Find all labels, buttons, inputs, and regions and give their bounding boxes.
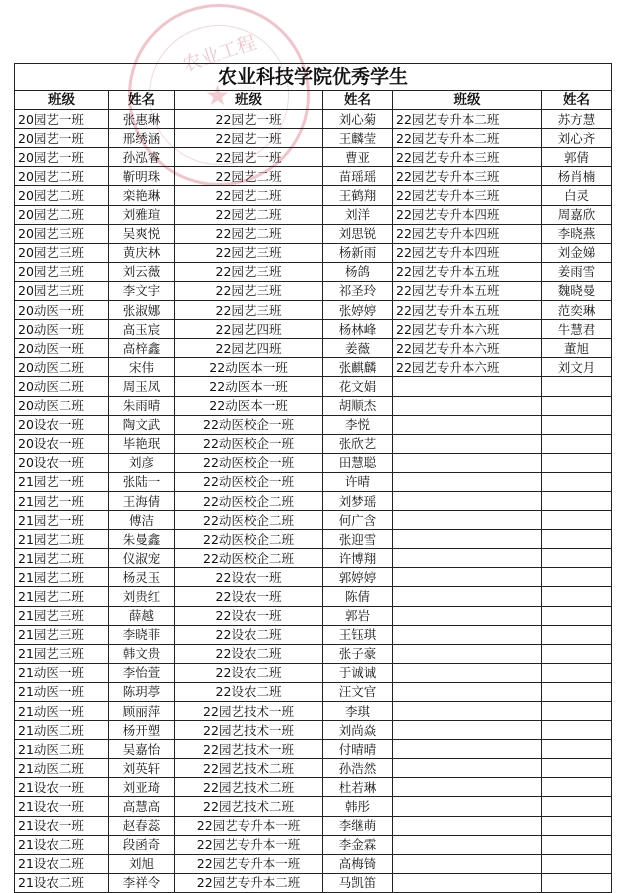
table-row: [15, 491, 612, 510]
name-cell: 范奕琳: [542, 301, 612, 320]
name-cell: 杨林峰: [323, 320, 393, 339]
class-cell: 22园艺技术二班: [175, 759, 323, 778]
name-cell: [542, 606, 612, 625]
name-cell: 苗瑶瑶: [323, 167, 393, 186]
class-cell: 21动医二班: [15, 759, 109, 778]
class-cell: 21园艺三班: [15, 625, 109, 644]
class-cell: 22园艺一班: [175, 110, 323, 129]
class-cell: 21园艺一班: [15, 491, 109, 510]
table-row: [15, 778, 612, 797]
table-row: [15, 816, 612, 835]
name-cell: 杨开塑: [109, 721, 175, 740]
name-cell: 刘亚琦: [109, 778, 175, 797]
student-table: [14, 63, 612, 893]
class-cell: 20设农一班: [15, 453, 109, 472]
name-cell: 刘洋: [323, 205, 393, 224]
table-row: [15, 301, 612, 320]
name-cell: [542, 396, 612, 415]
class-cell: 22园艺专升本五班: [393, 301, 542, 320]
name-cell: 黄庆林: [109, 243, 175, 262]
class-cell: 22设农一班: [175, 606, 323, 625]
name-cell: [542, 511, 612, 530]
table-row: [15, 205, 612, 224]
name-cell: [542, 415, 612, 434]
name-cell: 段函奇: [109, 835, 175, 854]
class-cell: 21园艺二班: [15, 568, 109, 587]
name-cell: [542, 873, 612, 892]
header-name-2: 姓名: [323, 91, 393, 110]
name-cell: 刘梦瑶: [323, 491, 393, 510]
table-row: [15, 835, 612, 854]
name-cell: 张欣艺: [323, 434, 393, 453]
table-row: [15, 434, 612, 453]
class-cell: 22园艺专升本一班: [175, 854, 323, 873]
name-cell: 李晓菲: [109, 625, 175, 644]
seal-text: 农业工程: [179, 31, 260, 77]
name-cell: 吴爽悦: [109, 224, 175, 243]
class-cell: 22园艺专升本六班: [393, 358, 542, 377]
class-cell: 21设农一班: [15, 816, 109, 835]
name-cell: [542, 663, 612, 682]
class-cell: [393, 721, 542, 740]
class-cell: [393, 472, 542, 491]
class-cell: 22园艺专升本五班: [393, 281, 542, 300]
class-cell: 21动医一班: [15, 663, 109, 682]
class-cell: 20设农一班: [15, 415, 109, 434]
class-cell: 22园艺专升本六班: [393, 339, 542, 358]
class-cell: 22园艺专升本二班: [393, 129, 542, 148]
class-cell: 20园艺三班: [15, 224, 109, 243]
class-cell: 20园艺一班: [15, 148, 109, 167]
name-cell: 张陆一: [109, 472, 175, 491]
class-cell: 22园艺二班: [175, 205, 323, 224]
class-cell: 22动医校企二班: [175, 511, 323, 530]
header-class-3: 班级: [393, 91, 542, 110]
class-cell: [393, 377, 542, 396]
name-cell: 张淑娜: [109, 301, 175, 320]
class-cell: [393, 396, 542, 415]
name-cell: 刘心齐: [542, 129, 612, 148]
name-cell: 张迎雪: [323, 530, 393, 549]
class-cell: [393, 702, 542, 721]
class-cell: [393, 415, 542, 434]
table-row: [15, 415, 612, 434]
class-cell: 22园艺二班: [175, 167, 323, 186]
table-row: [15, 759, 612, 778]
class-cell: [393, 568, 542, 587]
table-row: [15, 873, 612, 892]
header-name-1: 姓名: [109, 91, 175, 110]
name-cell: 郭倩: [542, 148, 612, 167]
class-cell: 20动医二班: [15, 358, 109, 377]
table-row: [15, 396, 612, 415]
class-cell: 20动医一班: [15, 320, 109, 339]
name-cell: 陈玥葶: [109, 682, 175, 701]
page-title: 农业科技学院优秀学生: [15, 64, 612, 91]
class-cell: 22园艺三班: [175, 262, 323, 281]
class-cell: 22园艺二班: [175, 186, 323, 205]
table-row: [15, 587, 612, 606]
name-cell: 韩文贵: [109, 644, 175, 663]
class-cell: 22设农一班: [175, 568, 323, 587]
class-cell: 21动医二班: [15, 721, 109, 740]
class-cell: 20设农一班: [15, 434, 109, 453]
table-row: [15, 472, 612, 491]
class-cell: 22园艺专升本一班: [175, 816, 323, 835]
name-cell: 张婷婷: [323, 301, 393, 320]
class-cell: 22设农二班: [175, 625, 323, 644]
name-cell: 马凯笛: [323, 873, 393, 892]
class-cell: 21园艺二班: [15, 530, 109, 549]
name-cell: 高梅锜: [323, 854, 393, 873]
table-row: [15, 129, 612, 148]
name-cell: 郭岩: [323, 606, 393, 625]
table-row: [15, 243, 612, 262]
class-cell: 22动医校企一班: [175, 472, 323, 491]
name-cell: 李祥令: [109, 873, 175, 892]
class-cell: [393, 759, 542, 778]
name-cell: 牛慧君: [542, 320, 612, 339]
name-cell: 刘旭: [109, 854, 175, 873]
name-cell: 邢绣涵: [109, 129, 175, 148]
name-cell: 刘彦: [109, 453, 175, 472]
name-cell: [542, 644, 612, 663]
title-row: [15, 64, 612, 91]
table-row: [15, 148, 612, 167]
class-cell: 22园艺专升本四班: [393, 243, 542, 262]
class-cell: 20园艺三班: [15, 243, 109, 262]
class-cell: 20动医一班: [15, 301, 109, 320]
name-cell: [542, 682, 612, 701]
table-row: [15, 721, 612, 740]
name-cell: 薛越: [109, 606, 175, 625]
class-cell: 20园艺二班: [15, 205, 109, 224]
class-cell: 22动医校企一班: [175, 415, 323, 434]
class-cell: 21设农一班: [15, 778, 109, 797]
name-cell: 李文宇: [109, 281, 175, 300]
name-cell: 于诚诚: [323, 663, 393, 682]
table-row: [15, 511, 612, 530]
name-cell: 刘贵红: [109, 587, 175, 606]
class-cell: 20园艺三班: [15, 281, 109, 300]
name-cell: 靳明珠: [109, 167, 175, 186]
name-cell: [542, 530, 612, 549]
name-cell: 朱雨晴: [109, 396, 175, 415]
name-cell: [542, 702, 612, 721]
name-cell: [542, 625, 612, 644]
name-cell: 杨灵玉: [109, 568, 175, 587]
table-row: [15, 167, 612, 186]
name-cell: 李怡萱: [109, 663, 175, 682]
name-cell: 李晓燕: [542, 224, 612, 243]
name-cell: [542, 740, 612, 759]
name-cell: 栾艳琳: [109, 186, 175, 205]
class-cell: [393, 644, 542, 663]
class-cell: 22设农二班: [175, 682, 323, 701]
class-cell: 21设农二班: [15, 873, 109, 892]
table-row: [15, 549, 612, 568]
name-cell: 刘金娣: [542, 243, 612, 262]
name-cell: 张子豪: [323, 644, 393, 663]
table-row: [15, 854, 612, 873]
table-row: [15, 281, 612, 300]
class-cell: 21设农二班: [15, 854, 109, 873]
class-cell: 22园艺技术一班: [175, 702, 323, 721]
class-cell: 20园艺二班: [15, 167, 109, 186]
name-cell: 李琪: [323, 702, 393, 721]
class-cell: 21园艺一班: [15, 511, 109, 530]
class-cell: 22园艺三班: [175, 281, 323, 300]
header-class-2: 班级: [175, 91, 323, 110]
class-cell: [393, 778, 542, 797]
name-cell: 韩彤: [323, 797, 393, 816]
class-cell: 22园艺三班: [175, 243, 323, 262]
class-cell: [393, 740, 542, 759]
class-cell: 21园艺三班: [15, 606, 109, 625]
name-cell: 陈倩: [323, 587, 393, 606]
class-cell: 21动医二班: [15, 740, 109, 759]
name-cell: 张惠琳: [109, 110, 175, 129]
name-cell: 王鹤翔: [323, 186, 393, 205]
name-cell: 王钰琪: [323, 625, 393, 644]
header-class-1: 班级: [15, 91, 109, 110]
name-cell: 周嘉欣: [542, 205, 612, 224]
table-row: [15, 224, 612, 243]
name-cell: [542, 759, 612, 778]
name-cell: 仪淑宠: [109, 549, 175, 568]
name-cell: 魏晓曼: [542, 281, 612, 300]
name-cell: 李继萌: [323, 816, 393, 835]
class-cell: 22园艺专升本一班: [175, 835, 323, 854]
name-cell: 汪文官: [323, 682, 393, 701]
class-cell: [393, 682, 542, 701]
table-row: [15, 186, 612, 205]
name-cell: 杨鸽: [323, 262, 393, 281]
name-cell: [542, 472, 612, 491]
class-cell: [393, 663, 542, 682]
class-cell: 22动医校企二班: [175, 491, 323, 510]
header-name-3: 姓名: [542, 91, 612, 110]
name-cell: 高玉宸: [109, 320, 175, 339]
table-row: [15, 644, 612, 663]
name-cell: [542, 816, 612, 835]
table-row: [15, 682, 612, 701]
table-row: [15, 453, 612, 472]
name-cell: 姜薇: [323, 339, 393, 358]
class-cell: 22园艺专升本二班: [393, 110, 542, 129]
class-cell: 22园艺一班: [175, 148, 323, 167]
table-row: [15, 702, 612, 721]
name-cell: [542, 835, 612, 854]
name-cell: 吴嘉怡: [109, 740, 175, 759]
name-cell: 祁圣玲: [323, 281, 393, 300]
class-cell: 20园艺三班: [15, 262, 109, 281]
class-cell: [393, 491, 542, 510]
name-cell: 付晴晴: [323, 740, 393, 759]
name-cell: 姜雨雪: [542, 262, 612, 281]
class-cell: 20动医一班: [15, 339, 109, 358]
class-cell: 22园艺三班: [175, 301, 323, 320]
name-cell: 田慧聪: [323, 453, 393, 472]
name-cell: [542, 778, 612, 797]
class-cell: 22园艺专升本六班: [393, 320, 542, 339]
class-cell: 22园艺技术二班: [175, 778, 323, 797]
table-row: [15, 797, 612, 816]
name-cell: 顾丽萍: [109, 702, 175, 721]
class-cell: 22园艺专升本四班: [393, 205, 542, 224]
name-cell: [542, 491, 612, 510]
name-cell: 白灵: [542, 186, 612, 205]
name-cell: [542, 377, 612, 396]
class-cell: 22园艺专升本三班: [393, 186, 542, 205]
class-cell: 20园艺一班: [15, 110, 109, 129]
class-cell: 21园艺一班: [15, 472, 109, 491]
class-cell: 21园艺二班: [15, 587, 109, 606]
table-row: [15, 320, 612, 339]
class-cell: 22园艺专升本三班: [393, 167, 542, 186]
class-cell: 22园艺专升本四班: [393, 224, 542, 243]
name-cell: 刘云薇: [109, 262, 175, 281]
table-row: [15, 358, 612, 377]
class-cell: [393, 453, 542, 472]
name-cell: 刘英轩: [109, 759, 175, 778]
table-row: [15, 625, 612, 644]
name-cell: 朱曼鑫: [109, 530, 175, 549]
class-cell: [393, 816, 542, 835]
class-cell: [393, 511, 542, 530]
class-cell: 22园艺技术一班: [175, 721, 323, 740]
class-cell: 22动医校企一班: [175, 453, 323, 472]
name-cell: 杨新雨: [323, 243, 393, 262]
class-cell: 22园艺专升本二班: [175, 873, 323, 892]
name-cell: 高慧高: [109, 797, 175, 816]
name-cell: 许晴: [323, 472, 393, 491]
table-row: [15, 663, 612, 682]
name-cell: 王麟莹: [323, 129, 393, 148]
name-cell: 李金霖: [323, 835, 393, 854]
name-cell: [542, 721, 612, 740]
name-cell: 毕艳珉: [109, 434, 175, 453]
name-cell: 胡顺杰: [323, 396, 393, 415]
class-cell: 22园艺技术二班: [175, 797, 323, 816]
class-cell: [393, 873, 542, 892]
class-cell: [393, 606, 542, 625]
name-cell: 杨肖楠: [542, 167, 612, 186]
name-cell: [542, 797, 612, 816]
name-cell: [542, 854, 612, 873]
header-row: [15, 91, 612, 110]
name-cell: 郭婷婷: [323, 568, 393, 587]
class-cell: 22园艺技术一班: [175, 740, 323, 759]
name-cell: 何广含: [323, 511, 393, 530]
class-cell: 20园艺一班: [15, 129, 109, 148]
table-row: [15, 606, 612, 625]
class-cell: 21设农二班: [15, 835, 109, 854]
class-cell: 22动医本一班: [175, 396, 323, 415]
star-icon: ★: [205, 79, 231, 112]
name-cell: 孙浩然: [323, 759, 393, 778]
name-cell: 赵春蕊: [109, 816, 175, 835]
class-cell: [393, 434, 542, 453]
class-cell: [393, 854, 542, 873]
table-row: [15, 568, 612, 587]
table-row: [15, 110, 612, 129]
name-cell: 董旭: [542, 339, 612, 358]
name-cell: 杜若琳: [323, 778, 393, 797]
class-cell: 21动医一班: [15, 702, 109, 721]
class-cell: 20园艺二班: [15, 186, 109, 205]
name-cell: [542, 434, 612, 453]
name-cell: 花文娟: [323, 377, 393, 396]
class-cell: 22园艺专升本三班: [393, 148, 542, 167]
class-cell: 22动医本一班: [175, 377, 323, 396]
table-row: [15, 262, 612, 281]
name-cell: 许博翔: [323, 549, 393, 568]
class-cell: 22园艺专升本五班: [393, 262, 542, 281]
table-row: [15, 339, 612, 358]
name-cell: 刘文月: [542, 358, 612, 377]
class-cell: 20动医二班: [15, 396, 109, 415]
name-cell: 刘尚焱: [323, 721, 393, 740]
class-cell: [393, 835, 542, 854]
name-cell: 周玉凤: [109, 377, 175, 396]
class-cell: 22动医校企二班: [175, 530, 323, 549]
table-row: [15, 740, 612, 759]
name-cell: 高梓鑫: [109, 339, 175, 358]
class-cell: 22动医本一班: [175, 358, 323, 377]
class-cell: 22设农二班: [175, 644, 323, 663]
name-cell: 刘心菊: [323, 110, 393, 129]
class-cell: [393, 530, 542, 549]
class-cell: 22园艺四班: [175, 320, 323, 339]
name-cell: 陶文武: [109, 415, 175, 434]
class-cell: 22动医校企一班: [175, 434, 323, 453]
class-cell: 22动医校企二班: [175, 549, 323, 568]
class-cell: [393, 587, 542, 606]
name-cell: 刘雅瑄: [109, 205, 175, 224]
name-cell: [542, 453, 612, 472]
class-cell: 20动医二班: [15, 377, 109, 396]
table-row: [15, 377, 612, 396]
name-cell: 孙泓睿: [109, 148, 175, 167]
name-cell: [542, 587, 612, 606]
class-cell: 21园艺二班: [15, 549, 109, 568]
name-cell: [542, 549, 612, 568]
class-cell: 22园艺一班: [175, 129, 323, 148]
class-cell: 21动医一班: [15, 682, 109, 701]
class-cell: [393, 797, 542, 816]
class-cell: 22园艺四班: [175, 339, 323, 358]
name-cell: 苏方慧: [542, 110, 612, 129]
class-cell: [393, 549, 542, 568]
table-row: [15, 530, 612, 549]
name-cell: 刘思锐: [323, 224, 393, 243]
class-cell: 22设农一班: [175, 587, 323, 606]
name-cell: 宋伟: [109, 358, 175, 377]
name-cell: 李悦: [323, 415, 393, 434]
class-cell: 21园艺三班: [15, 644, 109, 663]
name-cell: [542, 568, 612, 587]
name-cell: 傅洁: [109, 511, 175, 530]
name-cell: 张麒麟: [323, 358, 393, 377]
class-cell: 22园艺二班: [175, 224, 323, 243]
class-cell: 22设农二班: [175, 663, 323, 682]
name-cell: 王海倩: [109, 491, 175, 510]
class-cell: [393, 625, 542, 644]
name-cell: 曹亚: [323, 148, 393, 167]
class-cell: 21设农一班: [15, 797, 109, 816]
